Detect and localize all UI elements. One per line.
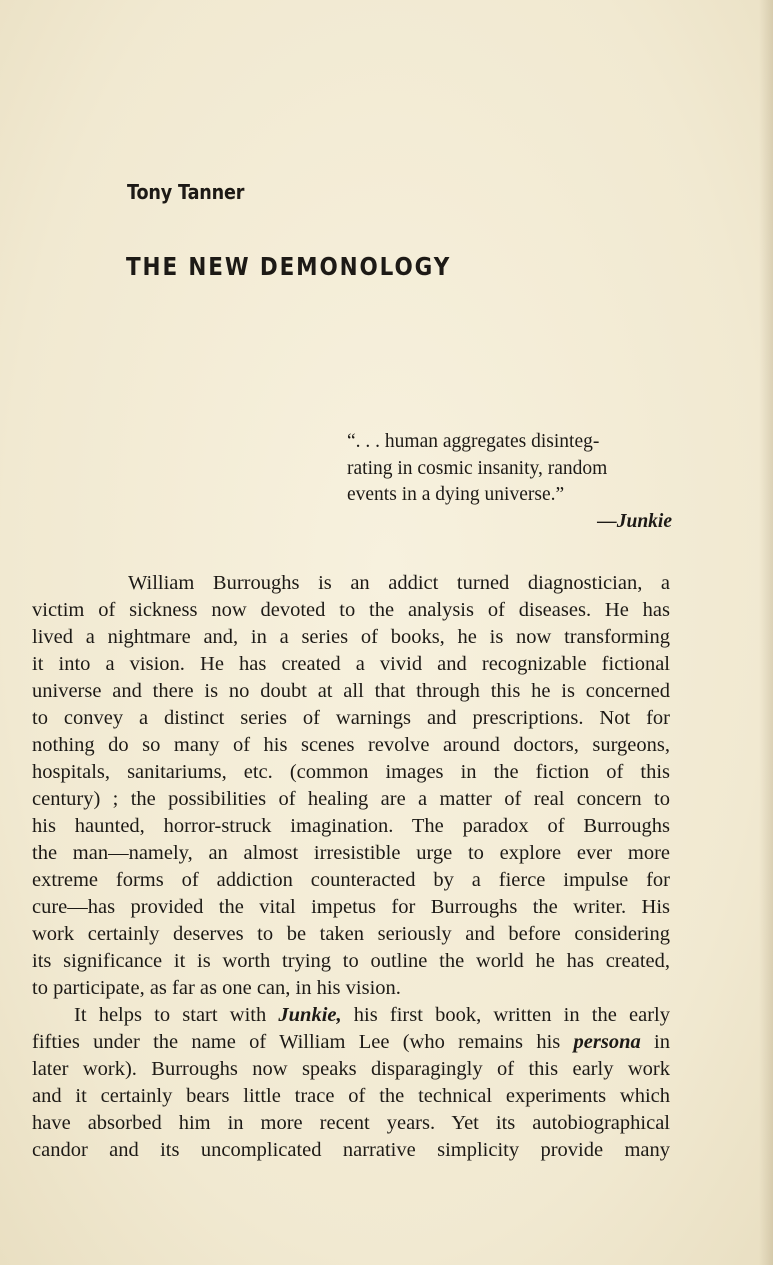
paragraph-line (32, 1002, 670, 1029)
author-name: Tony Tanner (127, 180, 245, 204)
text-run: fifties under the name of William Lee (who remains his (32, 1031, 574, 1053)
chapter-title: THE NEW DEMONOLOGY (126, 252, 452, 281)
paragraph-line: the man—namely, an almost irresistible urge to explore ever more (32, 842, 670, 864)
paragraph-line: century) ; the possibilities of healing are a matter of real concern to (32, 788, 670, 810)
paragraph-line: its significance it is worth trying to outline the world he has created, (32, 950, 670, 972)
book-title-italic: Junkie, (278, 1004, 342, 1026)
text-run: in (640, 1031, 670, 1053)
paragraph-line: lived a nightmare and, in a series of books, he is now transforming (32, 626, 670, 648)
epigraph-line: events in a dying universe.” (347, 484, 565, 505)
paragraph-line: extreme forms of addiction counteracted by a fierce impulse for (32, 869, 670, 891)
paragraph-line: it into a vision. He has created a vivid and recognizable fictional (32, 653, 670, 675)
text-run: his first book, written in the early (341, 1004, 670, 1026)
epigraph-line: rating in cosmic insanity, random (347, 457, 608, 479)
paragraph-line: William Burroughs is an addict turned diagnostician, a (128, 572, 670, 594)
paragraph-line: to participate, as far as one can, in his vision. (32, 977, 401, 999)
paragraph-line: victim of sickness now devoted to the analysis of diseases. He has (32, 599, 670, 621)
paragraph-line: have absorbed him in more recent years. Yet its autobiographical (32, 1112, 670, 1134)
paragraph-line: hospitals, sanitariums, etc. (common images in the fiction of this (32, 761, 670, 783)
paragraph-line: candor and its uncomplicated narrative simplicity provide many (32, 1139, 670, 1161)
epigraph (347, 429, 677, 535)
body-text (32, 570, 670, 1164)
paragraph-line: later work). Burroughs now speaks disparagingly of this early work (32, 1058, 670, 1080)
text-run: It helps to start with (74, 1004, 279, 1026)
paragraph-line: universe and there is no doubt at all that through this he is concerned (32, 680, 670, 702)
italic-term: persona (573, 1031, 641, 1053)
paragraph-line: his haunted, horror-struck imagination. The paradox of Burroughs (32, 815, 670, 837)
epigraph-line: “. . . human aggregates disinteg- (347, 431, 600, 452)
paragraph-line: work certainly deserves to be taken seriously and before considering (32, 923, 670, 945)
paragraph-line: cure—has provided the vital impetus for Burroughs the writer. His (32, 896, 670, 918)
paragraph-line: and it certainly bears little trace of the technical experiments which (32, 1085, 670, 1107)
page-edge-shadow (759, 0, 773, 1265)
paragraph-line: to convey a distinct series of warnings and prescriptions. Not for (32, 707, 670, 729)
paragraph-line (32, 1029, 670, 1056)
paragraph-line: nothing do so many of his scenes revolve around doctors, surgeons, (32, 734, 670, 756)
epigraph-source: —Junkie (597, 510, 672, 532)
